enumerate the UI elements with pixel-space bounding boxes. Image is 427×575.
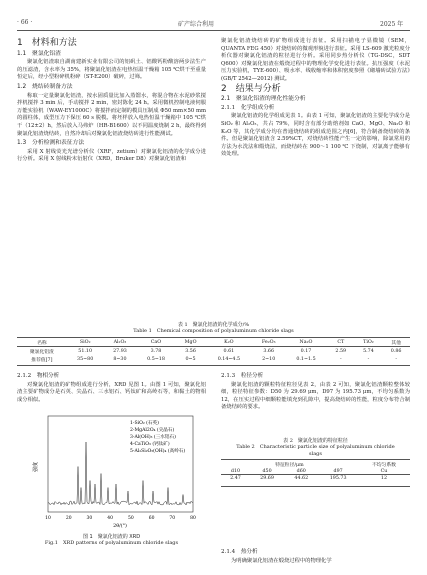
table-cell: 0.86 [390,348,402,354]
table-cell: 29.69 [260,475,274,481]
table-cell: Al₂O₃ [113,339,127,345]
legend-entry: 3-Al(OH)₃ (三水铝石) [130,435,176,440]
x-tick-label: 70 [169,516,176,521]
table-cell: Cu [380,468,388,474]
table-1-caption [17,322,410,335]
left-column [17,38,206,164]
figure-1-caption [17,534,206,547]
legend [130,419,185,454]
legend-entry: 1-SiO₂ (石英) [130,421,159,426]
paragraph-phase: 对聚氯化铝渣的矿物组成进行分析，XRD 见图 1。由图 1 可知，聚氯化铝渣主要矿物成分是石英、尖晶石、三水铝石、钙钛矿和高岭石等，和黏土的物相成分相似。 [17,381,206,403]
bottom-right-tail [221,548,410,565]
subsection-1-3: 1.3 分析检测和表征方法 [17,140,85,147]
table-cell: 2~10 [262,356,276,362]
table-cell: 2.47 [230,475,241,481]
table-cell: 2.59 [335,348,347,354]
table-cell: d50 [262,468,272,474]
table-cell: 特征粒径/μm [275,462,304,468]
table-cell: 8~30 [113,356,127,362]
table-cell: d60 [296,468,306,474]
x-axis-label: 2θ/(°) [113,524,127,529]
subsection-2-1-1: 2.1.1 化学组成分析 [221,104,275,111]
table-cell: TiO₂ [363,339,374,345]
table-cell: 0.14~4.5 [217,356,241,362]
subsection-1-2: 1.2 烧结砖制备方法 [17,83,73,90]
table-row [17,347,410,356]
table-cell: 3.66 [263,348,275,354]
table-cell: 0~5 [185,356,196,362]
paragraph-brick-prep: 称取一定量聚氯化铝渣，按水固质量比加入蒸馏水，将混合物在水泥砂浆搅拌机搅拌 3 min 后，手动搅拌 2 min，密封陈化 24 h。采用微机控制电液伺服万能实验机（WAW-EY1000C）将搅拌而定制的模具压制成 Φ50 mm×50 mm 的圆柱体，成型压力下保压 60 s 脱模。将坯样放入电热恒温干燥箱中 105 ℃烘干（12±2）h，然后放入马弗炉（HR-B1600）以不同温度烧制 2 h，最终得到聚氯化铝渣烧结砖，自然冷却后对聚氯化铝渣烧结砖进行性能测试。 [17,92,206,137]
paragraph-chemical: 聚氯化铝渣的化学组成见表 1。由表 1 可知，聚氯化铝渣的主要化学成分是 SiO₂ 和 Al₂O₃，共占 79%，同时含有部分助熔剂如 CaO、MgO、Na₂O 和 K₂O 等，其化学成分均在普通烧结砖的组成范围之内[6]，符合制备烧结砖的条件。但是聚氯化铝渣含 2.59%CT，对烧结砖性能产生一定的影响，除氯常用的方法为水洗法和煅烧法，而烧结砖在 900～1 100 ℃ 下烧制，对氯离子能够有效处理。 [221,113,410,158]
table-2-caption [221,438,410,457]
figure-1-title-en: Fig.1 XRD patterns of polyaluminum chloride slags [44,540,179,547]
bottom-left-column [17,372,206,404]
x-tick-label: 10 [45,516,51,521]
table-cell: 0.5~18 [147,356,165,362]
paragraph-particle: 聚氯化铝渣的颗粒特征粒径见表 2，由表 2 可知，聚氯化铝渣颗粒整体较细，粒径特征参数：D50 为 29.69 μm，D97 为 195.73 μm，不均匀系数为 12，在压实过程中细颗粒能填充到孔隙中，提高烧结砖的性能，粒度分布符合制备烧结砖的要求。 [221,381,410,411]
table-cell: - [339,356,342,362]
table-2-title-en-2: slags [309,450,322,457]
x-tick-label: 30 [86,516,93,521]
year: 2025 年 [380,21,404,28]
table-cell: K₂O [224,339,234,345]
y-axis-label: 强度 [33,461,39,473]
table-cell: d97 [333,468,343,474]
table-cell: 0.1~1.5 [296,356,316,362]
paragraph-analysis-cont: 聚氯化铝渣烧结砖的矿物组成进行表征。采用扫描电子显微镜（SEM，QUANTA FEG 450）对烧结砖的微观形貌进行表征。采用 LS-609 激光粒度分析仪器对聚氯化铝渣的粒径进行分析。采用同步热分析仪（TG-DSC，SDT Q600）对聚氯化铝渣在煅烧过程中的物理化学变化进行表征。抗压强度（水泥压力实验机，TYE-600）、吸水率、线收缩率和体积密度参照《砌墙砖试验方法》(GB/T 2542—2012) 测试。 [221,38,410,82]
table-cell: 195.73 [329,475,347,481]
table-cell: 12 [380,475,387,481]
table-cell: 聚氯化铝渣 [29,349,54,355]
paragraph-thermal: 为明确聚氯化铝渣在煅烧过程中的物理化学 [231,557,332,564]
table-row [17,355,410,363]
legend-entry: 5-Al₂Si₂O₅(OH)₄ (高岭石) [130,449,186,454]
table-cell: 35~80 [77,356,94,362]
x-tick-label: 60 [148,516,155,521]
table-cell: CT [337,339,345,345]
table-1-bottom-rule [17,365,410,366]
table-cell: 其他 [391,340,401,346]
table-2-title: 表 2 聚氯化铝渣的特征粒径 [283,438,348,444]
subsection-2-1: 2.1 聚氯化铝渣的理化性能分析 [221,96,306,103]
table-cell: 5.74 [363,348,374,354]
x-tick-label: 80 [190,516,196,521]
subsection-2-1-3: 2.1.3 粒径分析 [221,373,264,379]
table-cell: 0.61 [223,348,235,354]
table-cell: 3.78 [150,348,162,354]
subsection-1-1: 1.1 聚氯化铝渣 [17,50,62,57]
right-column [221,38,410,159]
xrd-figure [30,412,200,530]
table-cell: MgO [184,339,197,345]
table-2 [221,460,410,481]
journal-name: 矿产综合利用 [178,21,215,28]
table-1 [17,338,410,363]
bottom-right-column [221,372,410,412]
table-cell: d10 [230,468,241,474]
table-cell: - [367,356,370,362]
figure-1-title: 图 1 聚氯化铝渣的 XRD [82,534,141,540]
legend-entry: 2-MgAl2O₄ (尖晶石) [130,428,175,433]
subsection-2-1-4: 2.1.4 热分析 [221,549,258,555]
section-2-title: 2 结果与分析 [221,83,281,94]
x-tick-label: 40 [107,516,113,521]
table-2-bottom-rule [221,486,410,487]
table-cell: 0.17 [300,348,312,354]
x-ticks [45,515,196,521]
table-cell: CaO [150,339,162,345]
section-1-title: 1 材料和方法 [17,38,77,48]
x-tick-label: 50 [128,516,134,521]
subsection-2-1-2: 2.1.2 物相分析 [17,373,60,379]
table-cell: Fe₂O₃ [261,339,276,345]
table-cell: 推荐值[7] [31,357,53,363]
table-cell: 44.62 [294,475,309,481]
table-cell: 51.10 [78,348,93,354]
x-tick-label: 20 [65,516,72,521]
paragraph-slag: 聚氯化铝渣取自湖南建新实业有限公司的铝矾土、铝酸钙粉酸溶两步法生产的压滤渣，含水率为 35%，将聚氯化铝渣在电热恒温干燥箱 105 ℃烘干至重量恒定后，经小型粉碎机粉碎（ST-E200）破碎，过筛。 [17,59,206,81]
table-cell: Na₂O [299,339,313,345]
page-number: · 66 · [17,19,33,26]
table-2-group-header [221,460,410,468]
table-1-title-en: Table 1 Chemical composition of polyaluminum chloride slags [133,328,294,335]
paragraph-analysis: 采用 X 射线荧光光谱分析仪（XRF，zetium）对聚氯化铝渣的化学成分进行分析。采用 X 射线粉末衍射仪（XRD，Bruker D8）对聚氯化铝渣和 [17,148,206,163]
table-cell: 不均匀系数 [371,462,396,468]
table-1-header [17,338,410,347]
table-cell: SiO₂ [79,339,91,345]
table-cell: 27.93 [113,348,127,354]
table-cell: 3.56 [185,348,196,354]
table-row [221,475,410,482]
legend-entry: 4-CaTiO₃ (钙钛矿) [130,442,170,447]
header-rule [17,30,410,31]
table-2-title-en: Table 2 Characteristic particle size of polyaluminum chloride [236,444,395,451]
table-cell: - [395,356,397,362]
table-1-title: 表 1 聚氯化铝渣的化学成分/% [177,322,250,328]
table-cell: 名称 [37,340,47,346]
